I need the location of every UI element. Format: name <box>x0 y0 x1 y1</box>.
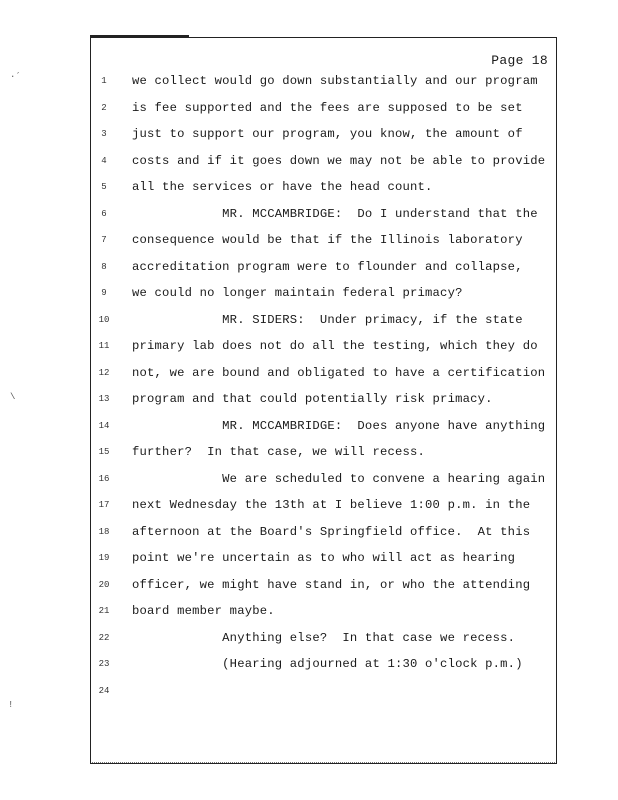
transcript-line: accreditation program were to flounder and collapse, <box>132 259 523 274</box>
transcript-line: we collect would go down substantially and our program <box>132 74 538 88</box>
transcript-line: primary lab does not do all the testing, which they do <box>132 339 538 353</box>
transcript-line: consequence would be that if the Illinois laboratory <box>132 233 523 247</box>
line-number: 1 <box>101 76 107 86</box>
line-number: 3 <box>101 129 107 139</box>
transcript-line: We are scheduled to convene a hearing again <box>132 471 546 486</box>
line-number: 8 <box>101 261 107 272</box>
line-number: 5 <box>101 182 107 192</box>
transcript-line: (Hearing adjourned at 1:30 o'clock p.m.) <box>132 657 523 671</box>
margin-mark: ! <box>8 700 14 710</box>
line-number: 4 <box>101 155 107 166</box>
margin-mark: ·´ <box>10 72 21 82</box>
line-number: 15 <box>98 447 110 457</box>
transcript-line: MR. SIDERS: Under primacy, if the state <box>132 312 523 327</box>
transcript-line: we could no longer maintain federal primacy? <box>132 286 463 300</box>
transcript-line: not, we are bound and obligated to have a certification <box>132 365 546 380</box>
line-number: 12 <box>98 367 110 378</box>
line-number: 18 <box>98 526 110 537</box>
margin-mark: \ <box>10 392 16 402</box>
bottom-scan-noise <box>92 762 555 764</box>
line-number: 16 <box>98 473 110 484</box>
line-number: 22 <box>98 632 110 643</box>
transcript-line: just to support our program, you know, the amount of <box>132 127 523 141</box>
line-number: 24 <box>98 685 110 696</box>
line-number: 7 <box>101 235 107 245</box>
page-number: Page 18 <box>491 53 548 68</box>
transcript-line: is fee supported and the fees are supposed to be set <box>132 100 523 115</box>
transcript-line: afternoon at the Board's Springfield office. At this <box>132 524 531 539</box>
line-number: 19 <box>98 553 110 563</box>
line-number: 13 <box>98 394 110 404</box>
transcript-line: officer, we might have stand in, or who the attending <box>132 577 531 592</box>
transcript-line: point we're uncertain as to who will act as hearing <box>132 551 516 565</box>
line-number: 23 <box>98 659 110 669</box>
line-number: 11 <box>98 341 110 351</box>
transcript-line: costs and if it goes down we may not be able to provide <box>132 153 546 168</box>
line-number: 9 <box>101 288 107 298</box>
line-number: 10 <box>98 314 110 325</box>
transcript-line: MR. MCCAMBRIDGE: Do I understand that the <box>132 206 538 221</box>
line-number: 21 <box>98 606 110 616</box>
line-number: 17 <box>98 500 110 510</box>
transcript-line: Anything else? In that case we recess. <box>132 630 516 645</box>
transcript-line: further? In that case, we will recess. <box>132 445 426 459</box>
line-number: 20 <box>98 579 110 590</box>
transcript-line: next Wednesday the 13th at I believe 1:00 p.m. in the <box>132 498 531 512</box>
line-number: 2 <box>101 102 107 113</box>
line-number: 14 <box>98 420 110 431</box>
line-number: 6 <box>101 208 107 219</box>
transcript-line: all the services or have the head count. <box>132 180 433 194</box>
transcript-line: program and that could potentially risk primacy. <box>132 392 493 406</box>
transcript-line: board member maybe. <box>132 604 275 618</box>
transcript-line: MR. MCCAMBRIDGE: Does anyone have anything <box>132 418 546 433</box>
